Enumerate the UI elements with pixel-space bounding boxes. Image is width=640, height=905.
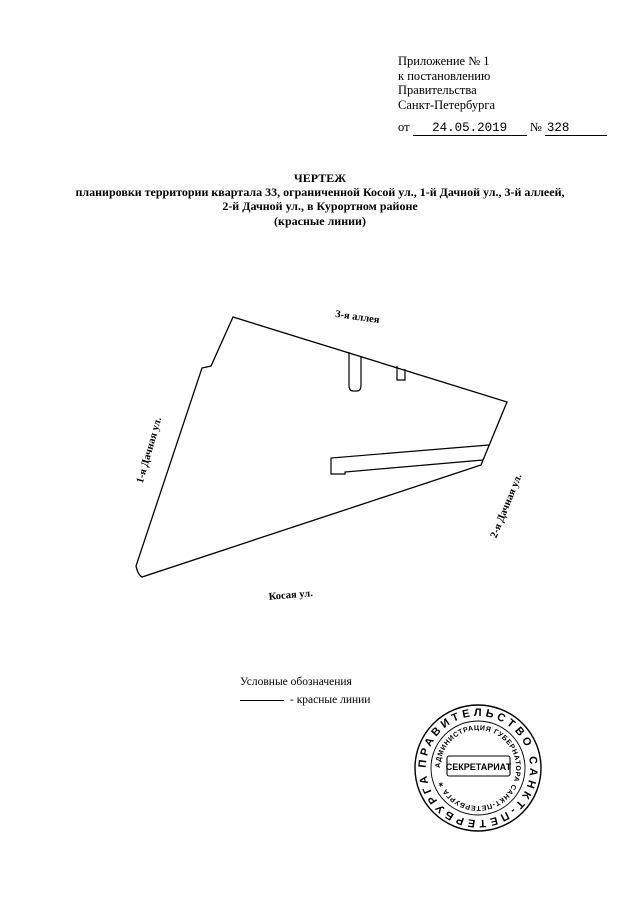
title-line-2: 2-й Дачной ул., в Курортном районе [222, 199, 418, 214]
title-heading: ЧЕРТЕЖ [293, 171, 347, 185]
street-label-left: 1-я Дачная ул. [134, 416, 165, 485]
red-line-boundary [136, 317, 507, 577]
appendix-line-4: Санкт-Петербурга [398, 97, 496, 112]
legend-red-lines-label: - красные линии [290, 694, 371, 706]
resolution-date: 24.05.2019 [413, 121, 527, 136]
number-label: № [529, 120, 542, 134]
red-line-notch-1 [349, 352, 361, 391]
street-label-top: 3-я аллея [334, 308, 381, 327]
appendix-line-3: Правительства [398, 83, 477, 98]
svg-text:АДМИНИСТРАЦИЯ ГУБЕРНАТОРА САНК: АДМИНИСТРАЦИЯ ГУБЕРНАТОРА САНКТ-ПЕТЕРБУРГА ✶ [434, 724, 522, 812]
svg-text:ПРАВИТЕЛЬСТВО САНКТ-ПЕТЕРБУРГА: ПРАВИТЕЛЬСТВО САНКТ-ПЕТЕРБУРГА [416, 706, 540, 830]
street-label-bottom: Косая ул. [268, 588, 314, 603]
title-line-3: (красные линии) [274, 213, 366, 228]
street-label-right: 2-я Дачная ул. [488, 472, 525, 540]
legend-line-sample [240, 700, 284, 701]
appendix-line-1: Приложение № 1 [398, 54, 490, 68]
resolution-number: 328 [545, 121, 607, 136]
title-line-1: планировки территории квартала 33, ограниченной Косой ул., 1-й Дачной ул., 3-й аллеей, [75, 185, 565, 200]
date-from-label: от [398, 120, 410, 134]
legend-row-red-lines [240, 694, 370, 706]
appendix-line-2: к постановлению [398, 68, 491, 83]
stamp-center-label: СЕКРЕТАРИАТ [445, 762, 512, 772]
legend-title: Условные обозначения [240, 676, 352, 688]
